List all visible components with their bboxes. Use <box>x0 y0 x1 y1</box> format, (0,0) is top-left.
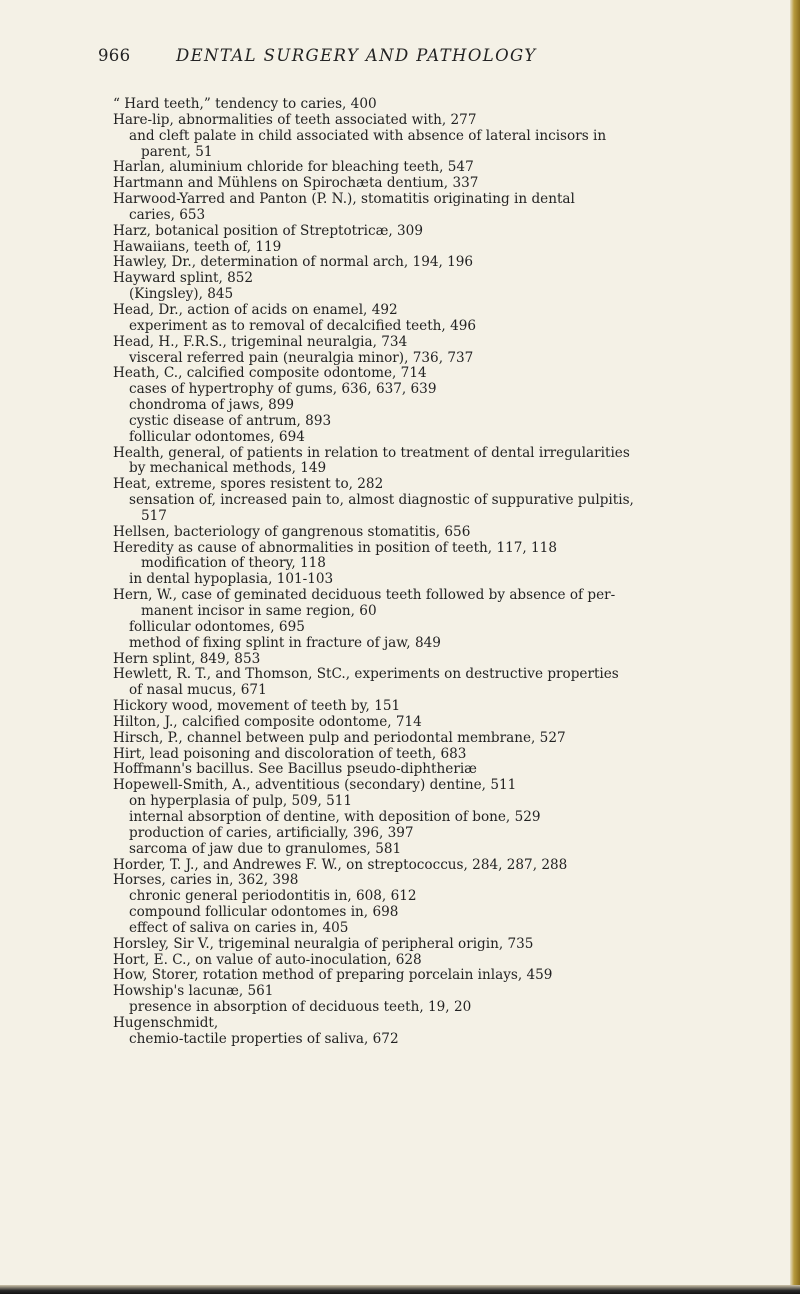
index-entry: Harwood-Yarred and Panton (P. N.), stomatitis originating in dental <box>113 191 575 208</box>
page-bottom-edge <box>0 1285 800 1294</box>
index-entry: Howship's lacunæ, 561 <box>113 983 274 1000</box>
index-subentry: and cleft palate in child associated with absence of lateral incisors in <box>129 127 607 144</box>
index-entry: Hewlett, R. T., and Thomson, StC., experiments on destructive properties <box>113 666 619 683</box>
index-subentry: modification of theory, 118 <box>141 555 326 572</box>
running-header <box>98 46 537 65</box>
index-subentry: by mechanical methods, 149 <box>129 460 327 477</box>
index-entry: Heath, C., calcified composite odontome, 714 <box>113 365 427 382</box>
index-entry: Hellsen, bacteriology of gangrenous stomatitis, 656 <box>113 523 471 540</box>
index-entry: Heredity as cause of abnormalities in position of teeth, 117, 118 <box>113 539 557 556</box>
index-subentry: in dental hypoplasia, 101-103 <box>129 571 334 588</box>
index-entry: Horsley, Sir V., trigeminal neuralgia of peripheral origin, 735 <box>113 935 534 952</box>
index-subentry: caries, 653 <box>129 206 206 223</box>
index-subentry: follicular odontomes, 695 <box>129 618 305 635</box>
index-entry: Head, Dr., action of acids on enamel, 492 <box>113 301 398 318</box>
index-entry: Hickory wood, movement of teeth by, 151 <box>113 698 401 715</box>
index-subentry: on hyperplasia of pulp, 509, 511 <box>129 793 353 810</box>
index-subentry: chondroma of jaws, 899 <box>129 397 295 414</box>
index-entry: Hirt, lead poisoning and discoloration of teeth, 683 <box>113 745 467 762</box>
index-subentry: production of caries, artificially, 396, 397 <box>129 824 414 841</box>
index-subentry: presence in absorption of deciduous teeth, 19, 20 <box>129 999 472 1016</box>
index-entry: Hartmann and Mühlens on Spirochæta dentium, 337 <box>113 175 479 192</box>
index-entry: Hayward splint, 852 <box>113 270 254 287</box>
index-subentry: effect of saliva on caries in, 405 <box>129 919 349 936</box>
index-entry: Hirsch, P., channel between pulp and periodontal membrane, 527 <box>113 729 566 746</box>
index-entry: Hoffmann's bacillus. See Bacillus pseudo-diphtheriæ <box>113 761 477 778</box>
index-entry: Head, H., F.R.S., trigeminal neuralgia, 734 <box>113 333 408 350</box>
index-subentry: of nasal mucus, 671 <box>129 682 267 699</box>
index-entry: Hern, W., case of geminated deciduous teeth followed by absence of per- <box>113 587 616 604</box>
index-entry: Hern splint, 849, 853 <box>113 650 261 667</box>
index-entry: Hugenschmidt, <box>113 1014 219 1031</box>
index-subentry: compound follicular odontomes in, 698 <box>129 904 399 921</box>
index-entry: Horder, T. J., and Andrewes F. W., on streptococcus, 284, 287, 288 <box>113 856 568 873</box>
index-subentry: visceral referred pain (neuralgia minor), 736, 737 <box>129 349 474 366</box>
index-entry: Hort, E. C., on value of auto-inoculation, 628 <box>113 951 422 968</box>
index-entry: Harz, botanical position of Streptotricæ, 309 <box>113 222 423 239</box>
index-subentry: 517 <box>141 507 167 524</box>
index-subentry: chronic general periodontitis in, 608, 612 <box>129 888 417 905</box>
index-subentry: method of fixing splint in fracture of jaw, 849 <box>129 634 441 651</box>
index-entry: Hawaiians, teeth of, 119 <box>113 238 282 255</box>
index-entries <box>113 97 743 1048</box>
index-entry: Hare-lip, abnormalities of teeth associated with, 277 <box>113 111 477 128</box>
index-subentry: follicular odontomes, 694 <box>129 428 305 445</box>
index-entry: Health, general, of patients in relation to treatment of dental irregularities <box>113 444 630 461</box>
index-entry: How, Storer, rotation method of preparing porcelain inlays, 459 <box>113 967 553 984</box>
index-entry: Harlan, aluminium chloride for bleaching teeth, 547 <box>113 159 474 176</box>
index-subentry: internal absorption of dentine, with deposition of bone, 529 <box>129 808 541 825</box>
index-subentry: sarcoma of jaw due to granulomes, 581 <box>129 840 402 857</box>
index-subentry: parent, 51 <box>141 143 213 160</box>
index-entry: Hilton, J., calcified composite odontome, 714 <box>113 713 422 730</box>
page-number: 966 <box>98 46 131 65</box>
index-subentry: sensation of, increased pain to, almost diagnostic of suppurative pulpitis, <box>129 492 634 509</box>
index-subentry: experiment as to removal of decalcified teeth, 496 <box>129 317 477 334</box>
index-entry: Hopewell-Smith, A., adventitious (secondary) dentine, 511 <box>113 777 517 794</box>
index-subentry: (Kingsley), 845 <box>129 286 234 303</box>
index-subentry: manent incisor in same region, 60 <box>141 603 377 619</box>
index-entry: Heat, extreme, spores resistent to, 282 <box>113 476 384 493</box>
index-subentry: chemio-tactile properties of saliva, 672 <box>129 1030 399 1047</box>
index-subentry: cases of hypertrophy of gums, 636, 637, 639 <box>129 381 437 398</box>
index-subentry: cystic disease of antrum, 893 <box>129 412 332 429</box>
running-title: DENTAL SURGERY AND PATHOLOGY <box>175 46 537 65</box>
index-entry: “ Hard teeth,” tendency to caries, 400 <box>113 96 377 112</box>
page-edge-shadow <box>790 0 800 1294</box>
index-entry: Horses, caries in, 362, 398 <box>113 872 299 889</box>
index-entry: Hawley, Dr., determination of normal arch, 194, 196 <box>113 254 474 271</box>
